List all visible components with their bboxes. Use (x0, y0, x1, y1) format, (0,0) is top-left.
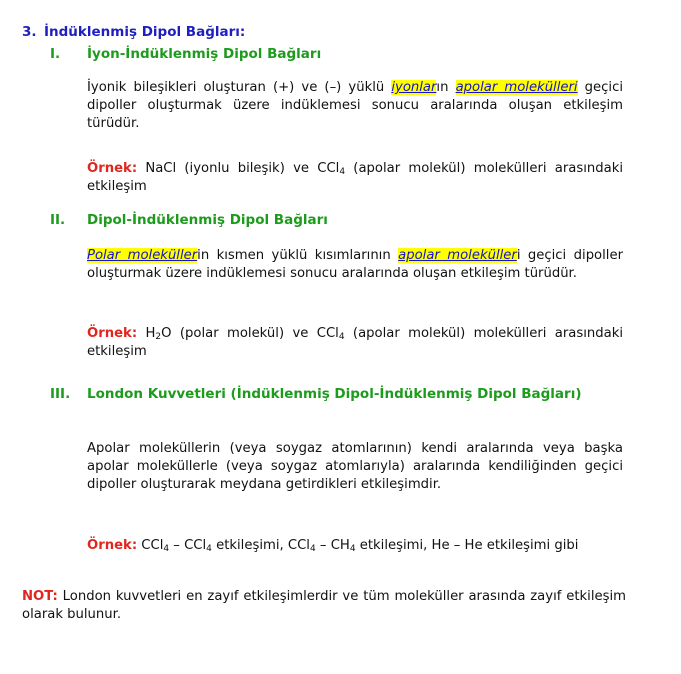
note-paragraph (22, 588, 626, 624)
subscript: 4 (338, 332, 345, 342)
text: ın (436, 80, 456, 95)
example-label: Örnek: (87, 161, 138, 176)
subscript: 4 (349, 544, 356, 554)
subheading-title: İyon-İndüklenmiş Dipol Bağları (87, 46, 322, 62)
highlight-term: apolar molekülleri (455, 80, 578, 95)
text: CCl (137, 538, 164, 553)
text: O (polar molekül) ve CCl (161, 326, 339, 341)
highlight-term: iyonlar (391, 80, 437, 95)
paragraph-ion-induced (87, 79, 623, 133)
subscript: 4 (163, 544, 170, 554)
subscript: 4 (206, 544, 212, 554)
text: Apolar moleküllerin (veya soygaz atomlarının) kendi aralarında veya başka apolar moleküllerle (veya soygaz atomlarıyla) aralarında kendiliğinden geçici dipoller oluşturarak meydana getirdikleri etkileşimdir. (87, 441, 623, 492)
note-label: NOT: (22, 589, 58, 604)
highlight-term: apolar moleküller (398, 248, 517, 263)
text: i geçici dipoller oluşturmak üzere indüklemesi sonucu aralarında oluşan etkileşim türüdür. (87, 248, 623, 281)
subheading-london (50, 385, 624, 403)
text: (apolar molekül) molekülleri arasındaki etkileşim (87, 326, 623, 359)
text: – CCl (169, 538, 207, 553)
subscript: 4 (339, 167, 346, 177)
subheading-number: III. (50, 386, 71, 402)
text: – CH (315, 538, 350, 553)
example-label: Örnek: (87, 326, 138, 341)
subheading-title: Dipol-İndüklenmiş Dipol Bağları (87, 212, 328, 228)
text: NaCl (iyonlu bileşik) ve CCl (137, 161, 340, 176)
subheading-number: II. (50, 212, 66, 228)
text: in kısmen yüklü kısımlarının (197, 248, 399, 263)
text: etkileşimi, CCl (211, 538, 310, 553)
paragraph-london (87, 440, 623, 494)
subscript: 4 (309, 544, 316, 554)
subheading-title: London Kuvvetleri (İndüklenmiş Dipol-İndüklenmiş Dipol Bağları) (87, 386, 582, 402)
text: (apolar molekül) molekülleri arasındaki etkileşim (87, 161, 623, 194)
text: H (137, 326, 156, 341)
subscript: 2 (155, 332, 162, 342)
subheading-number: I. (50, 46, 61, 62)
subheading-dipole-induced (50, 212, 328, 228)
subheading-ion-induced (50, 46, 321, 62)
example-label: Örnek: (87, 538, 138, 553)
section-heading (22, 24, 245, 40)
example-ion-induced (87, 160, 623, 196)
text: geçici dipoller oluşturmak üzere indüklemesi sonucu aralarında oluşan etkileşim türüdür. (87, 80, 624, 131)
text: London kuvvetleri en zayıf etkileşimlerdir ve tüm moleküller arasında zayıf etkileşim olarak bulunur. (22, 589, 626, 622)
highlight-term: Polar moleküller (87, 248, 198, 263)
example-london (87, 537, 623, 555)
paragraph-dipole-induced (87, 247, 623, 283)
section-title: İndüklenmiş Dipol Bağları: (44, 24, 246, 40)
text: etkileşimi, He – He etkileşimi gibi (355, 538, 579, 553)
text: İyonik bileşikleri oluşturan (+) ve (–) yüklü (87, 80, 392, 95)
section-number: 3. (22, 24, 37, 40)
example-dipole-induced (87, 325, 623, 361)
